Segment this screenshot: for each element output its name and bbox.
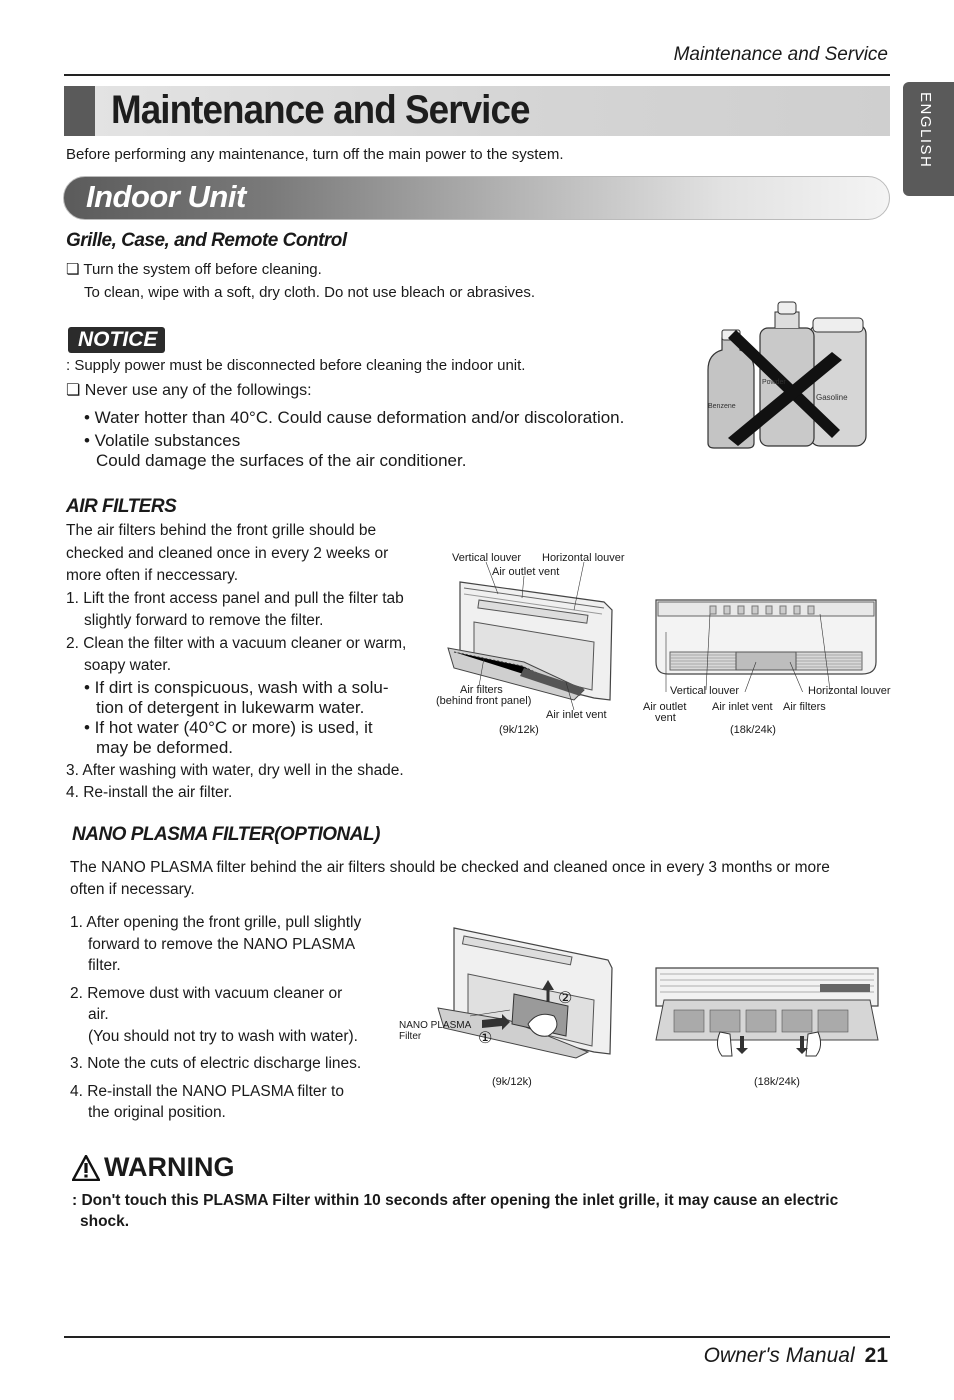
figure-caption: (18k/24k) — [754, 1076, 800, 1088]
figure-label: Vertical louver — [670, 685, 740, 697]
figure-label: Air filters — [460, 684, 503, 696]
bottle-label: Powder — [762, 379, 786, 386]
header-rule — [64, 74, 890, 76]
air-filters-text — [66, 520, 426, 805]
footer-manual: Owner's Manual — [703, 1344, 855, 1367]
air-filters-line: may be deformed. — [96, 737, 234, 757]
running-header: Maintenance and Service — [673, 44, 888, 65]
air-filters-line: more often if neccessary. — [66, 567, 239, 584]
notice-text: : Supply power must be disconnected before cleaning the indoor unit. — [66, 357, 526, 374]
air-filters-line: soapy water. — [84, 657, 172, 674]
nano-figure-large — [650, 962, 884, 1094]
step-number: ② — [558, 990, 573, 1007]
nano-line: 2. Remove dust with vacuum cleaner or — [70, 984, 343, 1002]
figure-label: Air outlet — [643, 701, 687, 713]
nano-line: forward to remove the NANO PLASMA — [88, 935, 356, 953]
grille-text — [66, 259, 535, 304]
figure-label: Filter — [399, 1031, 422, 1042]
title-accent — [64, 86, 95, 136]
figure-label: Horizontal louver — [542, 552, 625, 564]
page-number: 21 — [864, 1344, 888, 1367]
figure-label: vent — [655, 712, 676, 724]
air-filters-line: slightly forward to remove the filter. — [84, 612, 324, 629]
figure-caption: (9k/12k) — [499, 724, 539, 736]
air-filters-line: 3. After washing with water, dry well in the shade. — [66, 761, 404, 779]
notice-bullet: Could damage the surfaces of the air conditioner. — [96, 451, 467, 470]
language-tab — [903, 82, 954, 196]
air-filters-line: 2. Clean the filter with a vacuum cleaner or warm, — [66, 634, 407, 652]
nano-line: air. — [88, 1006, 109, 1023]
nano-line: 3. Note the cuts of electric discharge lines. — [70, 1055, 362, 1072]
unit-drawing — [398, 924, 618, 1064]
air-filters-line: • If hot water (40°C or more) is used, it — [84, 717, 373, 737]
warning-triangle-icon — [72, 1155, 100, 1181]
air-filters-line: • If dirt is conspicuous, wash with a solu- — [84, 677, 389, 697]
air-filters-line: 1. Lift the front access panel and pull the filter tab — [66, 589, 404, 607]
figure-label: Air outlet vent — [492, 566, 560, 578]
bottle-label: Benzene — [708, 403, 736, 410]
air-filters-figure-large — [640, 592, 894, 742]
figure-label: NANO PLASMA — [399, 1020, 472, 1031]
air-filters-line: tion of detergent in lukewarm water. — [96, 697, 365, 717]
grille-heading: Grille, Case, and Remote Control — [66, 230, 347, 251]
nano-heading: NANO PLASMA FILTER(OPTIONAL) — [72, 824, 380, 845]
nano-intro — [70, 857, 830, 901]
notice-bullet: • Volatile substances — [84, 431, 241, 450]
figure-label: Horizontal louver — [808, 685, 891, 697]
intro-text: Before performing any maintenance, turn off the main power to the system. — [66, 146, 564, 163]
air-filters-line: The air filters behind the front grille should be — [66, 522, 377, 539]
nano-line: 1. After opening the front grille, pull slightly — [70, 914, 362, 931]
nano-steps — [70, 912, 390, 1124]
bottle-label: Gasoline — [816, 393, 848, 402]
air-filters-heading: AIR FILTERS — [66, 496, 177, 517]
unit-drawing — [650, 962, 884, 1062]
notice-badge: NOTICE — [68, 327, 165, 353]
page-title: Maintenance and Service — [111, 88, 530, 132]
nano-line: the original position. — [88, 1104, 226, 1121]
figure-label: Vertical louver — [452, 552, 522, 564]
footer-rule — [64, 1336, 890, 1338]
grille-line: ❏ Turn the system off before cleaning. — [66, 261, 322, 278]
language-tab-label: ENGLISH — [917, 92, 934, 169]
notice-never: ❏ Never use any of the followings: — [66, 382, 312, 399]
air-filters-line: checked and cleaned once in every 2 weeks or — [66, 544, 389, 562]
nano-line: 4. Re-install the NANO PLASMA filter to — [70, 1082, 344, 1100]
nano-line: filter. — [88, 957, 121, 974]
figure-label: Air filters — [783, 701, 826, 713]
step-number: ① — [478, 1030, 493, 1047]
section-title: Indoor Unit — [86, 179, 246, 214]
figure-caption: (18k/24k) — [730, 724, 776, 736]
nano-line: The NANO PLASMA filter behind the air filters should be checked and cleaned once in every 3 months or more — [70, 859, 830, 876]
air-filters-line: 4. Re-install the air filter. — [66, 784, 233, 801]
notice-bullets — [84, 408, 624, 471]
warning-heading — [72, 1152, 235, 1183]
nano-line: (You should not try to wash with water). — [88, 1027, 358, 1045]
unit-drawing — [640, 592, 894, 692]
warning-title: WARNING — [104, 1152, 235, 1182]
notice-bullet: • Water hotter than 40°C. Could cause deformation and/or discoloration. — [84, 408, 625, 427]
figure-caption: (9k/12k) — [492, 1076, 532, 1088]
nano-figure-small — [398, 924, 618, 1094]
footer — [704, 1344, 888, 1368]
nano-line: often if necessary. — [70, 881, 195, 898]
figure-label: Air inlet vent — [712, 701, 773, 713]
solvent-bottles-illustration — [700, 298, 870, 454]
page-title-bar — [64, 86, 890, 136]
air-filters-figure-small — [434, 550, 634, 740]
warning-text: : Don't touch this PLASMA Filter within 10 seconds after opening the inlet grille, it may cause an electric shock. — [72, 1192, 839, 1230]
grille-line: To clean, wipe with a soft, dry cloth. Do not use bleach or abrasives. — [84, 283, 536, 301]
figure-label: Air inlet vent — [546, 709, 607, 721]
figure-label: (behind front panel) — [436, 695, 532, 707]
section-bar — [63, 176, 890, 220]
